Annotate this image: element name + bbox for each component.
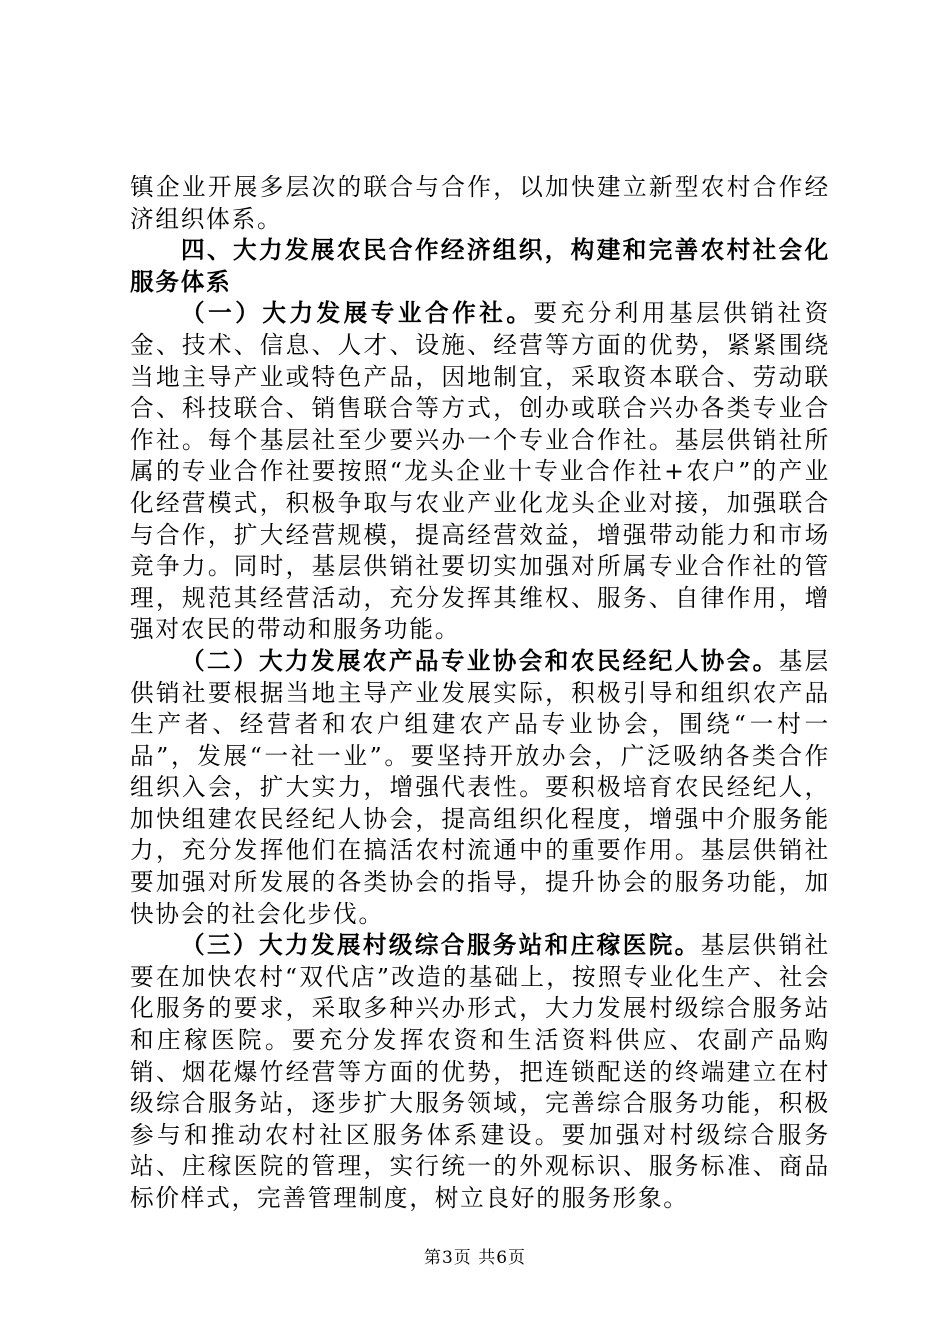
paragraph-3-lead: （三）大力发展村级综合服务站和庄稼医院。 <box>181 931 701 960</box>
paragraph-3-body: 基层供销社要在加快农村“双代店”改造的基础上，按照专业化生产、社会化服务的要求，采取多种兴办形式，大力发展村级综合服务站和庄稼医院。要充分发挥农资和生活资料供应、农副产品购销、烟花爆竹经营等方面的优势，把连锁配送的终端建立在村级综合服务站，逐步扩大服务领域，完善综合服务功能，积极参与和推动农村社区服务体系建设。要加强对村级综合服务站、庄稼医院的管理，实行统一的外观标识、服务标准、商品标价样式，完善管理制度，树立良好的服务形象。 <box>130 931 830 1212</box>
paragraph-2-body: 基层供销社要根据当地主导产业发展实际，积极引导和组织农产品生产者、经营者和农户组建农产品专业协会，围绕“一村一品”，发展“一社一业”。要坚持开放办会，广泛吸纳各类合作组织入会，扩大实力，增强代表性。要积极培育农民经纪人，加快组建农民经纪人协会，提高组织化程度，增强中介服务能力，充分发挥他们在搞活农村流通中的重要作用。基层供销社要加强对所发展的各类协会的指导，提升协会的服务功能，加快协会的社会化步伐。 <box>130 646 830 928</box>
paragraph-2-lead: （二）大力发展农产品专业协会和农民经纪人协会。 <box>181 646 779 675</box>
paragraph-1 <box>130 298 830 646</box>
paragraph-3 <box>130 930 830 1214</box>
section-heading: 四、大力发展农民合作经济组织，构建和完善农村社会化服务体系 <box>130 236 830 296</box>
document-body <box>130 172 830 1215</box>
paragraph-2 <box>130 646 830 930</box>
paragraph-1-lead: （一）大力发展专业合作社。 <box>181 299 534 328</box>
paragraph-1-body: 要充分利用基层供销社资金、技术、信息、人才、设施、经营等方面的优势，紧紧围绕当地主导产业或特色产品，因地制宜，采取资本联合、劳动联合、科技联合、销售联合等方式，创办或联合兴办各类专业合作社。每个基层社至少要兴办一个专业合作社。基层供销社所属的专业合作社要按照“龙头企业十专业合作社+农户”的产业化经营模式，积极争取与农业产业化龙头企业对接，加强联合与合作，扩大经营规模，提高经营效益，增强带动能力和市场竞争力。同时，基层供销社要切实加强对所属专业合作社的管理，规范其经营活动，充分发挥其维权、服务、自律作用，增强对农民的带动和服务功能。 <box>130 299 830 644</box>
page-footer: 第3页 共6页 <box>423 1248 527 1268</box>
intro-paragraph: 镇企业开展多层次的联合与合作，以加快建立新型农村合作经济组织体系。 <box>130 173 830 233</box>
